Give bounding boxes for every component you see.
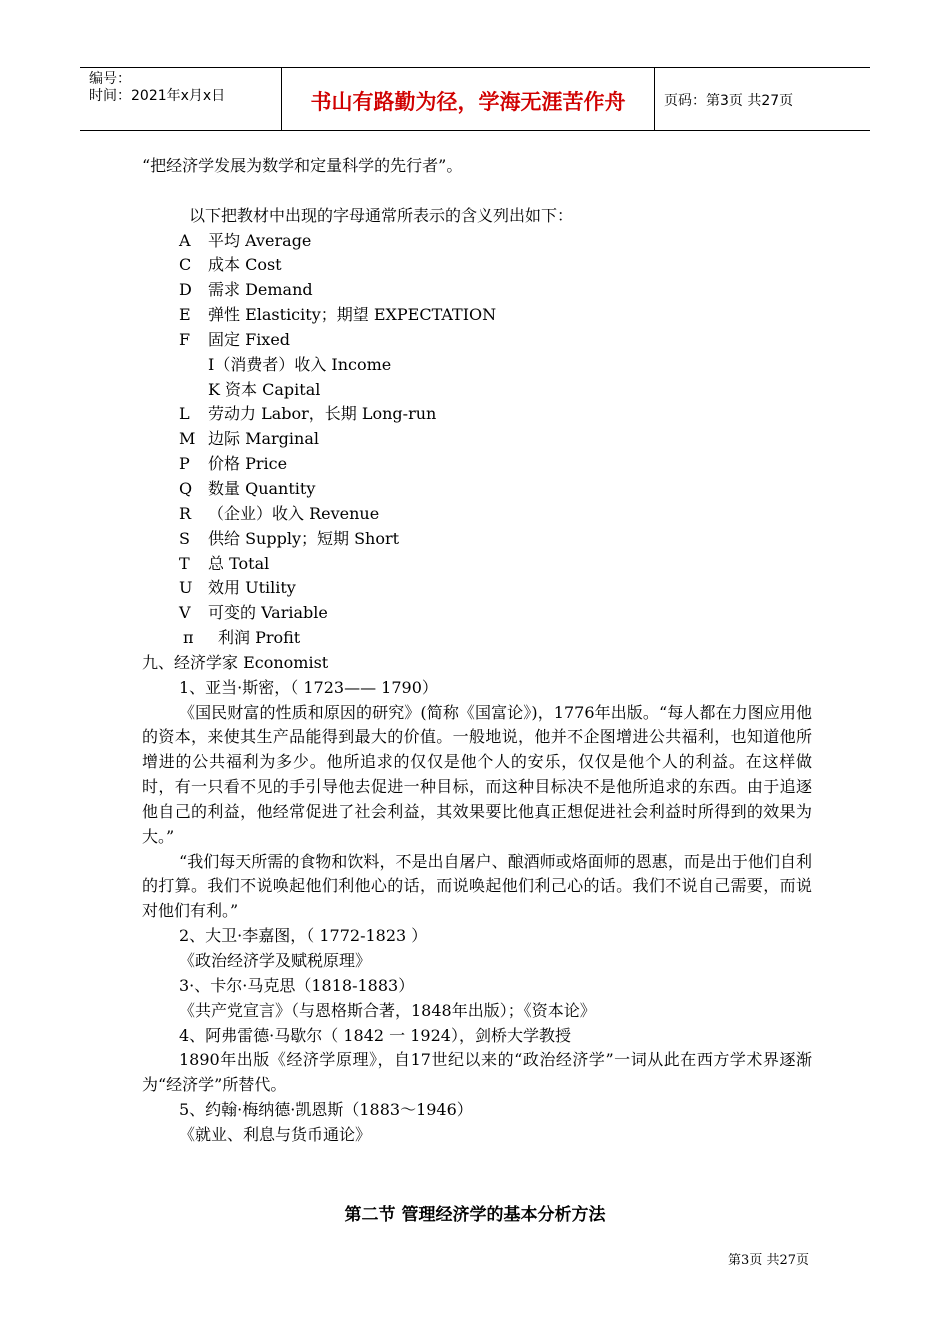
motto: 书山有路勤为径，学海无涯苦作舟 xyxy=(310,90,626,114)
letter-item xyxy=(142,452,812,477)
letter-item-K: K 资本 Capital xyxy=(208,379,321,399)
letter-item xyxy=(142,502,812,527)
economists-heading: 九、经济学家 Economist xyxy=(142,652,329,672)
letter-meaning: 供给 Supply；短期 Short xyxy=(208,528,400,548)
quote-line: “把经济学发展为数学和定量科学的先行者”。 xyxy=(142,156,463,175)
letter-meaning: 价格 Price xyxy=(208,454,288,474)
letter-meaning: 弹性 Elasticity；期望 EXPECTATION xyxy=(208,305,497,325)
smith-paragraph-2: “我们每天所需的食物和饮料，不是出自屠户、酿酒师或烙面师的恩惠，而是出于他们自利的打算。我们不说唤起他们利他心的话，而说唤起他们利己心的话。我们不说自己需要，而说对他们有利。” xyxy=(142,851,812,921)
intro-line: 以下把教材中出现的字母通常所表示的含义列出如下： xyxy=(189,205,574,225)
letter-symbol: V xyxy=(179,603,191,623)
letter-meaning: 可变的 Variable xyxy=(208,603,328,623)
letter-symbol: E xyxy=(179,305,191,325)
letter-meaning: 效用 Utility xyxy=(208,578,296,598)
letter-item xyxy=(142,601,812,626)
document-body xyxy=(142,154,812,1148)
letter-item xyxy=(142,229,812,254)
ricardo-work: 《政治经济学及赋税原理》 xyxy=(179,951,372,970)
letter-symbol: U xyxy=(179,578,193,598)
letter-meaning: 总 Total xyxy=(208,553,270,573)
page-footer: 第3页 共27页 xyxy=(728,1253,809,1268)
header-meta-cell xyxy=(80,68,282,130)
letter-symbol: π xyxy=(183,628,194,648)
header-page-cell xyxy=(655,68,870,130)
letter-item xyxy=(142,402,812,427)
date-label: 时间：2021年x月x日 xyxy=(89,88,226,104)
letter-meaning: 需求 Demand xyxy=(208,280,313,300)
letter-item xyxy=(142,278,812,303)
letter-item xyxy=(142,626,812,651)
letter-meaning: 利润 Profit xyxy=(218,628,301,648)
smith-title: 1、亚当·斯密，（ 1723—— 1790） xyxy=(179,677,438,697)
letter-symbol: D xyxy=(179,280,192,300)
letter-item xyxy=(142,427,812,452)
letter-symbol: T xyxy=(179,553,190,573)
letter-meaning: 劳动力 Labor，长期 Long-run xyxy=(208,404,437,424)
letter-symbol: F xyxy=(179,329,191,349)
section-title: 第二节 管理经济学的基本分析方法 xyxy=(344,1205,606,1225)
letter-meaning: 平均 Average xyxy=(208,230,312,250)
marshall-title: 4、阿弗雷德·马歇尔（ 1842 一 1924），剑桥大学教授 xyxy=(179,1025,571,1045)
marshall-paragraph: 1890年出版《经济学原理》，自17世纪以来的“政治经济学”一词从此在西方学术界逐渐为“经济学”所替代。 xyxy=(142,1050,812,1095)
letter-meaning: （企业）收入 Revenue xyxy=(208,503,380,523)
letter-meaning: 固定 Fixed xyxy=(208,329,291,349)
letter-list xyxy=(142,229,812,651)
letter-item xyxy=(142,303,812,328)
letter-item-I: I（消费者）收入 Income xyxy=(208,354,392,374)
page-label: 页码：第3页 共27页 xyxy=(664,93,794,109)
keynes-work: 《就业、利息与货币通论》 xyxy=(179,1124,372,1144)
letter-symbol: C xyxy=(179,255,192,275)
letter-meaning: 成本 Cost xyxy=(208,255,282,275)
letter-item xyxy=(142,253,812,278)
letter-symbol: S xyxy=(179,528,190,548)
letter-item xyxy=(142,552,812,577)
letter-symbol: Q xyxy=(179,478,193,498)
letter-symbol: R xyxy=(179,503,192,523)
letter-symbol: P xyxy=(179,454,190,474)
letter-item xyxy=(142,328,812,353)
letter-item xyxy=(142,576,812,601)
smith-paragraph-1: 《国民财富的性质和原因的研究》(简称《国富论》)，1776年出版。“每人都在力图应用他的资本，来使其生产品能得到最大的价值。一般地说，他并不企图增进公共福利，也知道他所增进的公共福利为多少。他所追求的仅仅是他个人的安乐，仅仅是他个人的利益。在这样做时，有一只看不见的手引导他去促进一种目标，而这种目标决不是他所追求的东西。由于追逐他自己的利益，他经常促进了社会利益，其效果要比他真正想促进社会利益时所得到的效果为大。” xyxy=(142,702,812,846)
page-header xyxy=(80,67,870,131)
letter-symbol: M xyxy=(179,429,196,449)
marx-work: 《共产党宣言》（与恩格斯合著，1848年出版）；《资本论》 xyxy=(179,1000,596,1020)
letter-item xyxy=(142,527,812,552)
letter-symbol: L xyxy=(179,404,190,424)
ricardo-title: 2、大卫·李嘉图，（ 1772-1823 ） xyxy=(179,926,428,946)
number-label: 编号： xyxy=(89,71,131,87)
keynes-title: 5、约翰·梅纳德·凯恩斯（1883～1946） xyxy=(179,1100,473,1120)
header-motto-cell xyxy=(282,68,655,130)
letter-symbol: A xyxy=(179,230,191,250)
marx-title: 3·、卡尔·马克思（1818-1883） xyxy=(179,975,415,995)
letter-meaning: 边际 Marginal xyxy=(208,429,319,449)
letter-meaning: 数量 Quantity xyxy=(208,478,316,498)
letter-item xyxy=(142,477,812,502)
